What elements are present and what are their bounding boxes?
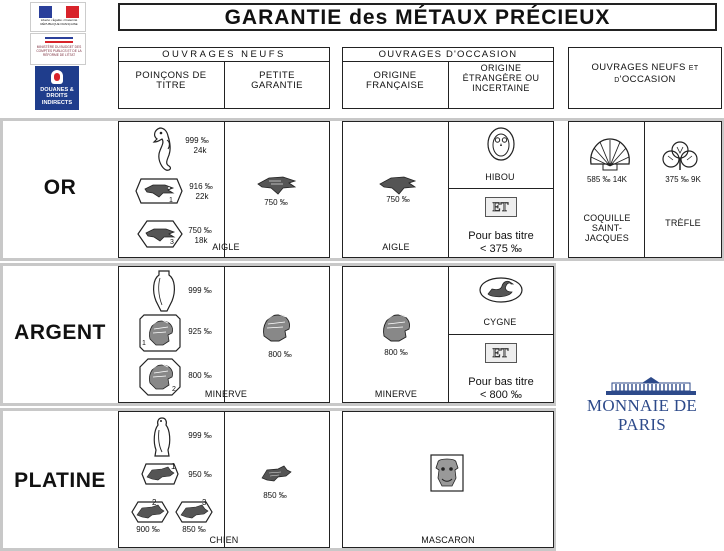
dog-hallmark-2-icon xyxy=(130,500,170,524)
minerva-hallmark-1-icon xyxy=(138,313,182,353)
or-trefle-value: 375 ‰ 9K xyxy=(665,175,701,184)
header-petite-garantie: PETITE GARANTIE xyxy=(251,70,303,92)
or-mark-3: 3 xyxy=(170,239,174,246)
or-occasion-name: AIGLE xyxy=(382,242,410,252)
ministere-text: MINISTÈRE DU BUDGET DES COMPTES PUBLICS ET DE LA RÉFORME DE L'ÉTAT xyxy=(36,45,82,57)
douanes-logo xyxy=(35,66,79,110)
argent-t2-value: 925 ‰ xyxy=(188,327,212,336)
argent-neuf-name: MINERVE xyxy=(204,389,248,399)
argent-t1-value: 999 ‰ xyxy=(188,286,212,295)
monnaie-de-paris-logo: MONNAIE DE PARIS xyxy=(586,396,698,434)
or-petite-value: 750 ‰ xyxy=(264,198,288,207)
platine-mark-3: 3 xyxy=(202,498,207,507)
platine-t3-value: 900 ‰ xyxy=(136,525,160,534)
mascaron-hallmark-icon xyxy=(430,454,464,492)
argent-occasion-name: MINERVE xyxy=(374,389,418,399)
argent-occasion-value: 800 ‰ xyxy=(384,348,408,357)
eagle-hallmark-3-icon xyxy=(137,219,183,249)
header-origine-francaise: ORIGINE FRANÇAISE xyxy=(366,70,424,92)
platine-mark-1: 1 xyxy=(171,462,176,471)
republique-logo xyxy=(30,2,86,32)
or-neuf-name: AIGLE xyxy=(212,242,240,252)
header-neufs-occasion-title: OUVRAGES NEUFS et d'OCCASION xyxy=(591,62,699,85)
or-coquille-label: COQUILLE SAINT-JACQUES xyxy=(583,213,631,243)
title-frame xyxy=(118,3,717,31)
monnaie-de-paris-building-icon xyxy=(606,376,696,396)
flag-icon xyxy=(39,6,79,18)
ministere-emblem-icon xyxy=(45,37,73,43)
platine-petite-value: 850 ‰ xyxy=(263,491,287,500)
or-occasion-value: 750 ‰ xyxy=(386,195,410,204)
platine-t1-value: 999 ‰ xyxy=(188,431,212,440)
argent-mark-1: 1 xyxy=(142,340,146,347)
dog-petite-garantie-icon xyxy=(257,462,295,486)
or-t3-value: 750 ‰ xyxy=(188,226,212,235)
header-poincons-titre: POINÇONS DE TITRE xyxy=(135,70,207,92)
or-t2-value: 916 ‰ xyxy=(189,182,213,191)
owl-hallmark-icon xyxy=(486,126,516,162)
republique-text: Liberté • Égalité • Fraternité RÉPUBLIQUE FRANÇAISE xyxy=(40,18,78,26)
or-bas-titre: Pour bas titre xyxy=(468,230,534,242)
penguin-hallmark-icon xyxy=(150,416,174,458)
swan-hallmark-icon xyxy=(478,276,524,304)
platine-neuf-name: CHIEN xyxy=(209,535,239,545)
eagle-petite-garantie-icon xyxy=(255,170,299,196)
ministere-logo xyxy=(30,33,86,65)
dog-hallmark-3-icon xyxy=(174,500,214,524)
platine-t2-value: 950 ‰ xyxy=(188,470,212,479)
douanes-text: DOUANES & DROITS INDIRECTS xyxy=(40,87,74,106)
platine-mark-2: 2 xyxy=(152,498,157,507)
page-title: GARANTIE des MÉTAUX PRÉCIEUX xyxy=(224,6,611,29)
eagle-occasion-icon xyxy=(377,170,419,196)
or-hibou-label: HIBOU xyxy=(485,172,515,182)
or-et-text: ET xyxy=(492,199,509,214)
or-t2-karat: 22k xyxy=(195,192,209,201)
argent-et-text: ET xyxy=(492,345,509,360)
argent-t3-value: 800 ‰ xyxy=(188,371,212,380)
platine-occasion-name: MASCARON xyxy=(421,535,475,545)
argent-bas-titre: Pour bas titre xyxy=(468,376,534,388)
header-occasion-title: OUVRAGES D'OCCASION xyxy=(378,49,518,60)
trefoil-hallmark-icon xyxy=(660,140,700,172)
argent-et-hallmark-icon xyxy=(485,343,517,363)
seahorse-hallmark-icon xyxy=(148,124,178,174)
header-neufs-title: OUVRAGES NEUFS xyxy=(162,49,286,60)
header-origine-etrangere: ORIGINE ÉTRANGÈRE OU INCERTAINE xyxy=(462,63,540,93)
or-mark-1: 1 xyxy=(169,197,173,204)
platine-t4-value: 850 ‰ xyxy=(182,525,206,534)
or-coquille-value: 585 ‰ 14K xyxy=(586,175,628,184)
or-label: OR xyxy=(43,176,77,199)
platine-label: PLATINE xyxy=(14,469,106,492)
or-t1-value: 999 ‰ xyxy=(185,136,209,145)
minerva-petite-garantie-icon xyxy=(256,310,296,346)
or-trefle-label: TRÈFLE xyxy=(665,218,701,228)
amphora-hallmark-icon xyxy=(150,269,178,313)
or-bas-titre-value: < 375 ‰ xyxy=(480,243,522,255)
or-t1-karat: 24k xyxy=(193,146,207,155)
argent-petite-value: 800 ‰ xyxy=(268,350,292,359)
eagle-hallmark-1-icon xyxy=(135,177,183,205)
or-t3-karat: 18k xyxy=(194,236,208,245)
minerva-occasion-icon xyxy=(376,310,416,346)
shell-hallmark-icon xyxy=(587,136,633,172)
argent-label: ARGENT xyxy=(14,321,106,344)
douanes-emblem-icon xyxy=(51,70,63,84)
argent-cygne-label: CYGNE xyxy=(483,317,517,327)
or-et-hallmark-icon xyxy=(485,197,517,217)
argent-bas-titre-value: < 800 ‰ xyxy=(480,389,522,401)
argent-mark-2: 2 xyxy=(172,386,176,393)
